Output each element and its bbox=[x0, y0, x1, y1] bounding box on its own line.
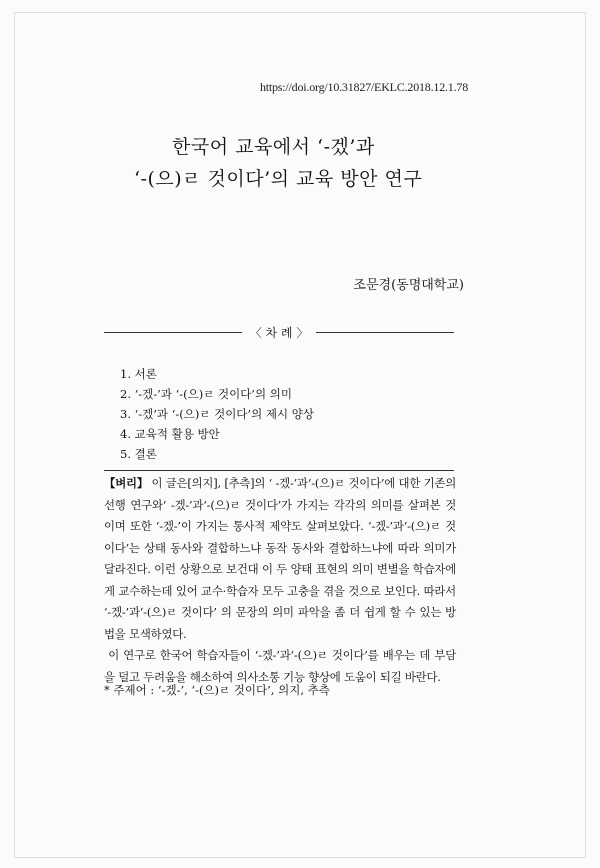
abstract bbox=[104, 473, 456, 688]
toc-item: 3. ‘-겠’과 ‘-(으)ㄹ 것이다’의 제시 양상 bbox=[120, 407, 314, 421]
title-line-1: 한국어 교육에서 ‘-겠’과 bbox=[172, 136, 375, 158]
abstract-paragraph-2-text: 이 연구로 한국어 학습자들이 ‘-겠-’과‘-(으)ㄹ 것이다’를 배우는 데 부담을 덜고 두려움을 해소하여 의사소통 기능 향상에 도움이 되길 바란다. bbox=[104, 648, 457, 684]
abstract-paragraph-1 bbox=[104, 473, 456, 645]
toc-rule-left bbox=[104, 332, 242, 333]
abstract-tag: 【벼리】 bbox=[104, 476, 149, 490]
page-border-bottom bbox=[14, 857, 586, 858]
title-line-2: ‘-(으)ㄹ 것이다’의 교육 방안 연구 bbox=[134, 168, 423, 190]
abstract-rule bbox=[104, 470, 454, 471]
toc-rule-right bbox=[316, 332, 454, 333]
abstract-paragraph-1-text: 이 글은[의지], [추측]의 ‘ -겠-’과‘-(으)ㄹ 것이다’에 대한 기존의 선행 연구와‘ -겠-’과‘-(으)ㄹ 것이다’가 가지는 각각의 의미를 살펴본 것이며 또한 ‘-겠-’이 가지는 통사적 제약도 살펴보았다. ‘-겠-’과‘-(으)ㄹ 것이다’는 상태 동사와 결합하느냐 동작 동사와 결합하느냐에 따라 의미가 달라진다. 이런 상황으로 보건대 이 두 양태 표현의 의미 변별을 학습자에게 교수하는데 있어 교수·학습자 모두 고충을 겪을 것으로 보인다. 따라서 ‘-겠-’과‘-(으)ㄹ 것이다’ 의 문장의 의미 파악을 좀 더 쉽게 할 수 있는 방법을 모색하였다. bbox=[104, 476, 456, 641]
toc-heading bbox=[104, 322, 454, 342]
toc-item: 5. 결론 bbox=[120, 447, 157, 461]
toc-heading-label: 〈 차 례 〉 bbox=[249, 325, 309, 340]
page-border-right bbox=[585, 12, 586, 858]
doi-link[interactable]: https://doi.org/10.31827/EKLC.2018.12.1.78 bbox=[259, 80, 468, 94]
keywords: * 주제어 : ‘-겠-’, ‘-(으)ㄹ 것이다’, 의지, 추측 bbox=[104, 683, 330, 697]
author-affiliation: 조문경(동명대학교) bbox=[353, 278, 464, 293]
table-of-contents bbox=[120, 364, 314, 464]
page-border-top bbox=[14, 12, 586, 13]
toc-item: 2. ‘-겠-’과 ‘-(으)ㄹ 것이다’의 의미 bbox=[120, 387, 292, 401]
toc-item: 1. 서론 bbox=[120, 367, 157, 381]
toc-item: 4. 교육적 활용 방안 bbox=[120, 427, 220, 441]
page-border-left bbox=[14, 12, 15, 858]
